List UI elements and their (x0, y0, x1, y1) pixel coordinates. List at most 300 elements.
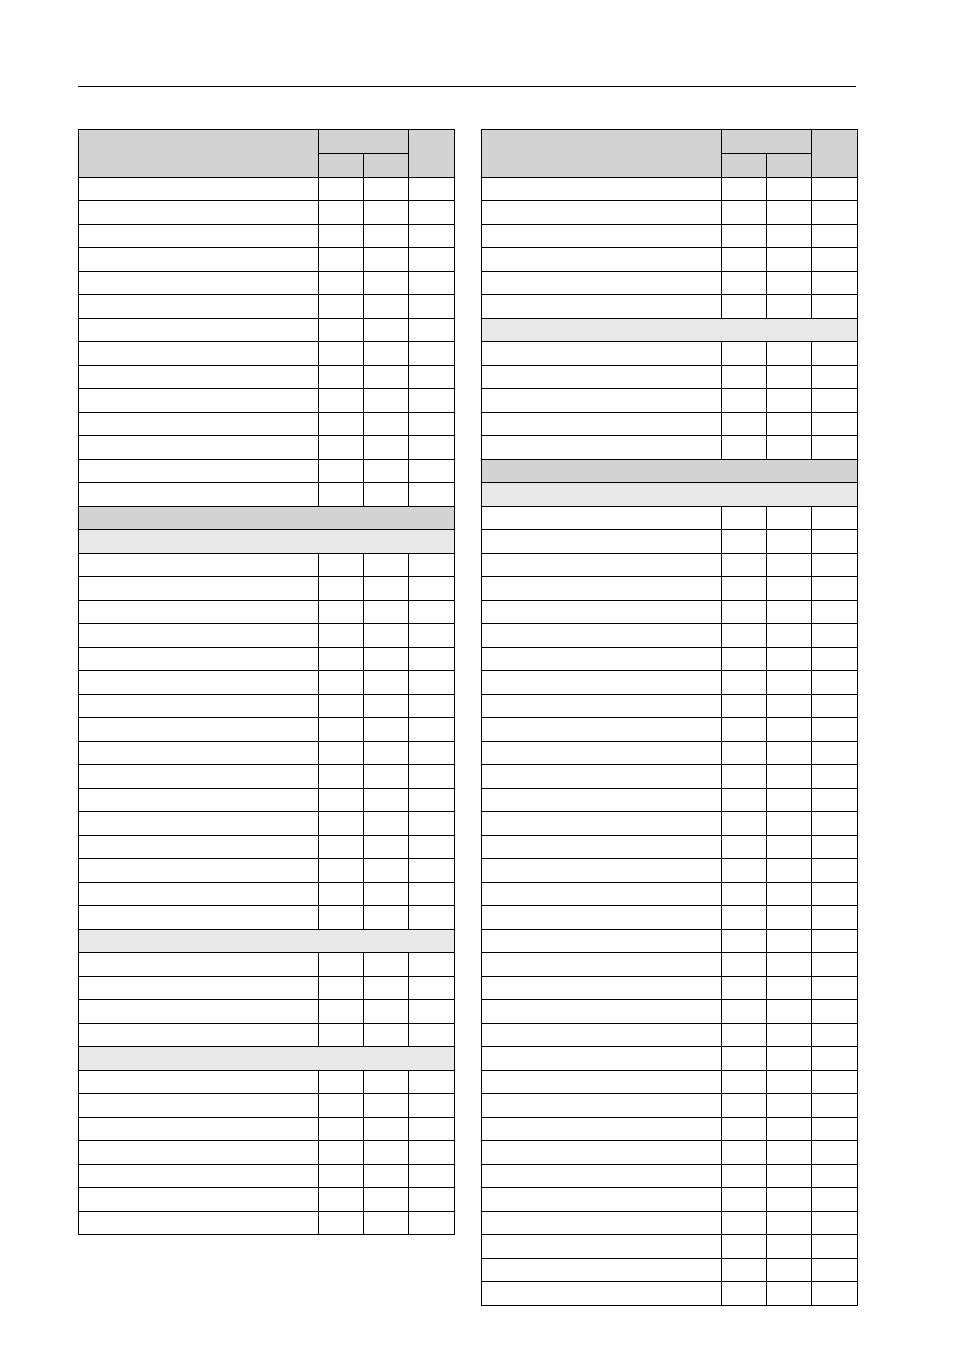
table-row (79, 1094, 455, 1118)
table-cell (767, 671, 812, 695)
table-row (482, 530, 858, 554)
table-row (482, 812, 858, 836)
table-cell (409, 953, 455, 977)
table-row (482, 694, 858, 718)
table-cell (767, 600, 812, 624)
table-cell (319, 1000, 364, 1024)
subsection-header-cell (79, 929, 455, 953)
table-cell (364, 1211, 409, 1235)
table-cell (767, 953, 812, 977)
header-group-cell (722, 130, 812, 154)
table-cell (767, 1282, 812, 1306)
table-cell (482, 600, 722, 624)
table-cell (812, 553, 858, 577)
table-row (482, 1211, 858, 1235)
table-cell (409, 906, 455, 930)
table-cell (722, 1070, 767, 1094)
table-cell (812, 765, 858, 789)
subsection-header-cell (79, 530, 455, 554)
table-row (79, 741, 455, 765)
table-cell (722, 1000, 767, 1024)
table-cell (364, 1188, 409, 1212)
table-cell (79, 459, 319, 483)
table-cell (482, 1047, 722, 1071)
table-row (482, 224, 858, 248)
right-table (481, 129, 858, 1306)
table-cell (319, 835, 364, 859)
section-header-row (79, 506, 455, 530)
table-row (482, 553, 858, 577)
table-cell (364, 741, 409, 765)
table-row (79, 671, 455, 695)
table-cell (812, 530, 858, 554)
table-cell (409, 177, 455, 201)
table-row (482, 953, 858, 977)
table-cell (767, 882, 812, 906)
table-cell (364, 318, 409, 342)
table-cell (79, 318, 319, 342)
table-cell (409, 577, 455, 601)
table-cell (812, 718, 858, 742)
table-cell (722, 224, 767, 248)
table-cell (482, 389, 722, 413)
table-row (482, 788, 858, 812)
header-sub-cell (722, 153, 767, 177)
table-cell (409, 882, 455, 906)
table-cell (482, 1141, 722, 1165)
table-row (482, 1070, 858, 1094)
table-cell (722, 765, 767, 789)
table-row (482, 647, 858, 671)
table-cell (319, 483, 364, 507)
subsection-header-row (79, 530, 455, 554)
table-cell (482, 953, 722, 977)
table-row (482, 741, 858, 765)
table-cell (79, 1094, 319, 1118)
table-cell (79, 976, 319, 1000)
table-cell (812, 271, 858, 295)
table-cell (812, 859, 858, 883)
table-cell (319, 389, 364, 413)
table-cell (722, 788, 767, 812)
table-row (482, 1047, 858, 1071)
table-row (79, 1117, 455, 1141)
table-cell (409, 389, 455, 413)
table-cell (79, 718, 319, 742)
table-cell (767, 506, 812, 530)
table-cell (482, 976, 722, 1000)
table-cell (722, 741, 767, 765)
table-row (482, 671, 858, 695)
table-cell (409, 788, 455, 812)
table-cell (722, 506, 767, 530)
table-cell (79, 201, 319, 225)
table-row (482, 765, 858, 789)
table-row (79, 412, 455, 436)
table-cell (364, 483, 409, 507)
table-cell (482, 788, 722, 812)
table-cell (482, 177, 722, 201)
table-cell (319, 1188, 364, 1212)
table-cell (79, 788, 319, 812)
table-cell (364, 553, 409, 577)
table-cell (812, 295, 858, 319)
table-cell (319, 1070, 364, 1094)
table-cell (79, 1164, 319, 1188)
table-cell (409, 694, 455, 718)
table-cell (364, 976, 409, 1000)
table-cell (319, 1023, 364, 1047)
table-cell (722, 1141, 767, 1165)
table-cell (319, 201, 364, 225)
table-cell (409, 1117, 455, 1141)
table-cell (409, 1094, 455, 1118)
table-cell (409, 976, 455, 1000)
table-cell (767, 553, 812, 577)
subsection-header-row (79, 1047, 455, 1071)
table-cell (722, 647, 767, 671)
table-cell (409, 1211, 455, 1235)
table-cell (319, 553, 364, 577)
table-cell (722, 271, 767, 295)
table-row (482, 389, 858, 413)
table-cell (722, 600, 767, 624)
table-cell (319, 365, 364, 389)
table-cell (364, 812, 409, 836)
table-cell (79, 389, 319, 413)
table-cell (812, 577, 858, 601)
table-cell (482, 365, 722, 389)
table-cell (364, 600, 409, 624)
table-cell (767, 365, 812, 389)
table-cell (767, 835, 812, 859)
table-cell (722, 1117, 767, 1141)
table-cell (364, 577, 409, 601)
table-cell (79, 624, 319, 648)
header-description-cell (482, 130, 722, 178)
table-cell (482, 718, 722, 742)
table-cell (767, 765, 812, 789)
table-cell (722, 694, 767, 718)
table-cell (482, 201, 722, 225)
table-cell (364, 436, 409, 460)
table-row (482, 624, 858, 648)
table-cell (364, 224, 409, 248)
table-cell (409, 459, 455, 483)
table-cell (767, 741, 812, 765)
table-cell (364, 671, 409, 695)
table-row (79, 1188, 455, 1212)
table-cell (767, 788, 812, 812)
table-cell (79, 1141, 319, 1165)
table-cell (482, 765, 722, 789)
table-cell (409, 671, 455, 695)
table-cell (364, 1141, 409, 1165)
table-cell (319, 882, 364, 906)
table-row (79, 389, 455, 413)
table-row (79, 295, 455, 319)
table-cell (79, 741, 319, 765)
table-cell (79, 1117, 319, 1141)
table-cell (812, 177, 858, 201)
table-cell (364, 248, 409, 272)
table-cell (812, 1070, 858, 1094)
table-cell (482, 694, 722, 718)
table-cell (319, 577, 364, 601)
table-cell (812, 248, 858, 272)
table-row (482, 859, 858, 883)
header-rule (78, 86, 856, 87)
table-cell (364, 1000, 409, 1024)
table-row (482, 906, 858, 930)
table-cell (364, 882, 409, 906)
table-cell (319, 248, 364, 272)
table-cell (722, 365, 767, 389)
table-cell (364, 365, 409, 389)
table-row (79, 624, 455, 648)
table-cell (364, 271, 409, 295)
table-row (482, 1141, 858, 1165)
table-cell (319, 718, 364, 742)
table-cell (812, 1000, 858, 1024)
table-cell (767, 1094, 812, 1118)
table-cell (812, 1023, 858, 1047)
table-cell (812, 671, 858, 695)
table-cell (767, 577, 812, 601)
table-cell (767, 224, 812, 248)
table-cell (722, 929, 767, 953)
table-cell (767, 976, 812, 1000)
table-cell (812, 741, 858, 765)
table-cell (319, 295, 364, 319)
table-cell (409, 812, 455, 836)
table-cell (319, 859, 364, 883)
table-row (79, 318, 455, 342)
table-cell (812, 812, 858, 836)
table-row (79, 600, 455, 624)
table-cell (79, 483, 319, 507)
table-cell (482, 1117, 722, 1141)
table-row (79, 976, 455, 1000)
table-row (79, 436, 455, 460)
table-cell (409, 271, 455, 295)
table-cell (79, 1000, 319, 1024)
table-cell (812, 647, 858, 671)
table-cell (722, 953, 767, 977)
table-cell (79, 248, 319, 272)
table-cell (812, 389, 858, 413)
table-row (79, 577, 455, 601)
table-cell (482, 224, 722, 248)
table-cell (722, 859, 767, 883)
table-row (482, 1235, 858, 1259)
table-cell (409, 600, 455, 624)
table-cell (79, 342, 319, 366)
table-cell (722, 201, 767, 225)
table-cell (79, 647, 319, 671)
table-cell (482, 882, 722, 906)
table-cell (812, 929, 858, 953)
table-cell (482, 1023, 722, 1047)
table-row (482, 365, 858, 389)
table-cell (482, 812, 722, 836)
table-cell (364, 201, 409, 225)
table-cell (767, 1258, 812, 1282)
table-cell (364, 459, 409, 483)
table-cell (767, 1117, 812, 1141)
table-cell (364, 342, 409, 366)
table-cell (812, 201, 858, 225)
table-cell (482, 1235, 722, 1259)
table-cell (767, 1164, 812, 1188)
table-cell (409, 647, 455, 671)
subsection-header-cell (482, 483, 858, 507)
table-cell (79, 577, 319, 601)
table-cell (722, 1188, 767, 1212)
table-cell (79, 1023, 319, 1047)
table-row (482, 506, 858, 530)
table-row (79, 201, 455, 225)
table-cell (364, 1023, 409, 1047)
table-row (482, 1258, 858, 1282)
table-cell (482, 929, 722, 953)
table-cell (79, 600, 319, 624)
table-cell (364, 906, 409, 930)
table-row (79, 906, 455, 930)
table-cell (722, 812, 767, 836)
table-cell (409, 483, 455, 507)
table-cell (812, 1141, 858, 1165)
table-row (482, 929, 858, 953)
table-cell (482, 741, 722, 765)
table-cell (409, 342, 455, 366)
right-table-body (482, 177, 858, 1305)
table-row (79, 224, 455, 248)
table-cell (482, 1164, 722, 1188)
table-cell (409, 224, 455, 248)
table-cell (364, 412, 409, 436)
table-cell (409, 718, 455, 742)
table-cell (482, 1094, 722, 1118)
table-cell (364, 177, 409, 201)
table-cell (319, 1164, 364, 1188)
table-cell (319, 812, 364, 836)
table-cell (79, 1188, 319, 1212)
table-cell (767, 530, 812, 554)
table-cell (482, 1282, 722, 1306)
table-cell (409, 1141, 455, 1165)
section-header-row (482, 459, 858, 483)
table-cell (79, 953, 319, 977)
table-row (79, 365, 455, 389)
table-cell (409, 1188, 455, 1212)
header-sub-cell (767, 153, 812, 177)
table-cell (812, 600, 858, 624)
table-cell (812, 1258, 858, 1282)
table-cell (319, 224, 364, 248)
table-cell (409, 835, 455, 859)
left-table-body (79, 177, 455, 1235)
table-cell (722, 1235, 767, 1259)
table-cell (364, 389, 409, 413)
section-header-cell (482, 459, 858, 483)
table-cell (79, 1070, 319, 1094)
table-cell (364, 295, 409, 319)
table-cell (722, 389, 767, 413)
table-cell (767, 1000, 812, 1024)
table-cell (364, 953, 409, 977)
table-row (482, 882, 858, 906)
table-cell (319, 976, 364, 1000)
table-cell (319, 765, 364, 789)
table-cell (722, 577, 767, 601)
table-cell (722, 436, 767, 460)
table-cell (319, 459, 364, 483)
table-cell (319, 177, 364, 201)
table-cell (409, 1023, 455, 1047)
table-cell (482, 859, 722, 883)
table-row (482, 342, 858, 366)
header-group-cell (319, 130, 409, 154)
table-cell (767, 177, 812, 201)
table-cell (722, 1258, 767, 1282)
table-row (79, 248, 455, 272)
table-cell (722, 1211, 767, 1235)
table-cell (722, 906, 767, 930)
table-cell (79, 365, 319, 389)
table-cell (767, 389, 812, 413)
table-cell (409, 412, 455, 436)
table-cell (812, 1188, 858, 1212)
table-cell (364, 1094, 409, 1118)
table-cell (767, 1235, 812, 1259)
subsection-header-cell (79, 1047, 455, 1071)
table-cell (482, 906, 722, 930)
table-row (482, 177, 858, 201)
table-row (482, 835, 858, 859)
table-cell (364, 788, 409, 812)
table-cell (79, 765, 319, 789)
table-cell (812, 835, 858, 859)
table-row (79, 859, 455, 883)
table-cell (482, 624, 722, 648)
header-last-cell (812, 130, 858, 178)
table-cell (767, 1188, 812, 1212)
table-cell (722, 295, 767, 319)
table-cell (812, 224, 858, 248)
table-cell (482, 1258, 722, 1282)
table-row (79, 459, 455, 483)
table-cell (812, 1235, 858, 1259)
table-cell (812, 1117, 858, 1141)
table-cell (722, 248, 767, 272)
table-cell (409, 624, 455, 648)
table-cell (482, 835, 722, 859)
table-row (482, 1117, 858, 1141)
section-header-cell (79, 506, 455, 530)
table-cell (482, 577, 722, 601)
table-cell (722, 1164, 767, 1188)
subsection-header-row (482, 318, 858, 342)
table-cell (722, 1282, 767, 1306)
table-cell (722, 342, 767, 366)
table-cell (767, 647, 812, 671)
table-cell (319, 318, 364, 342)
table-cell (767, 271, 812, 295)
table-cell (767, 859, 812, 883)
table-cell (364, 1117, 409, 1141)
table-cell (722, 624, 767, 648)
